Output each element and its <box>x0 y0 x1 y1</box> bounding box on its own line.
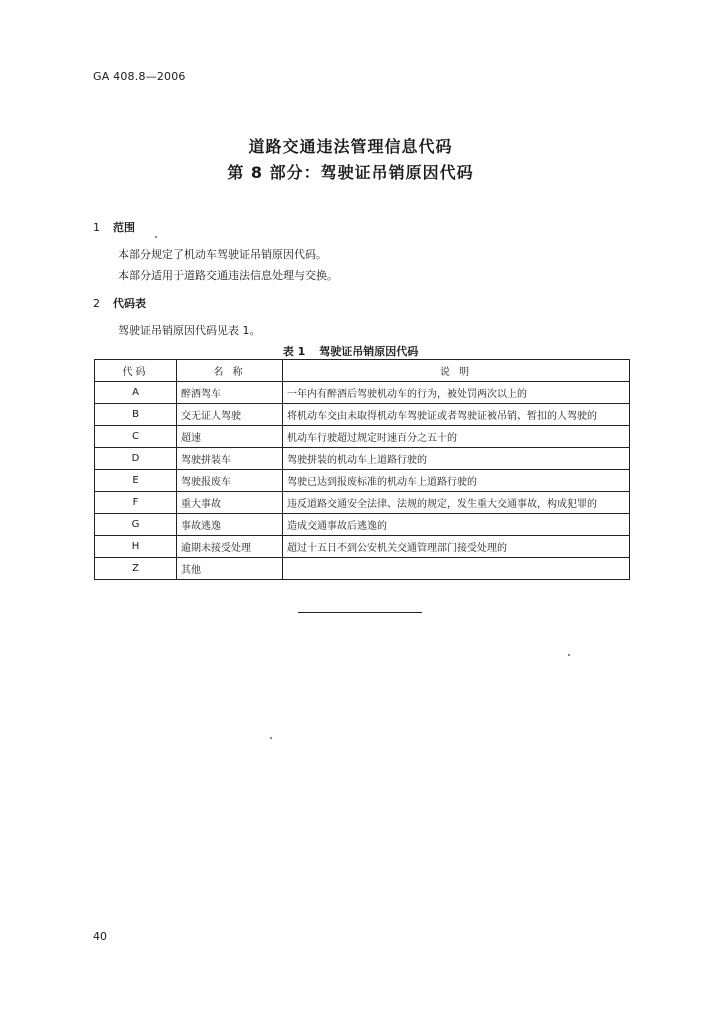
section-title: 范围 <box>113 221 135 234</box>
table-row <box>95 492 630 514</box>
table-caption-title: 驾驶证吊销原因代码 <box>319 345 419 358</box>
paragraph: 本部分规定了机动车驾驶证吊销原因代码。 <box>118 248 327 261</box>
description-cell: 机动车行驶超过规定时速百分之五十的 <box>283 426 630 448</box>
section-title: 代码表 <box>113 297 146 310</box>
code-cell: G <box>95 514 177 536</box>
description-cell: 超过十五日不到公安机关交通管理部门接受处理的 <box>283 536 630 558</box>
code-cell: Z <box>95 558 177 580</box>
code-cell: E <box>95 470 177 492</box>
paragraph: 本部分适用于道路交通违法信息处理与交换。 <box>118 269 338 282</box>
end-rule <box>298 612 422 613</box>
description-cell: 一年内有醉酒后驾驶机动车的行为，被处罚两次以上的 <box>283 382 630 404</box>
table-row <box>95 558 630 580</box>
name-cell: 交无证人驾驶 <box>177 404 283 426</box>
table-row <box>95 470 630 492</box>
section-1-heading <box>93 219 135 235</box>
table-row <box>95 536 630 558</box>
section-2-heading <box>93 295 146 311</box>
section-number: 2 <box>93 297 100 310</box>
code-cell: F <box>95 492 177 514</box>
code-cell: H <box>95 536 177 558</box>
column-header-code: 代码 <box>95 360 177 382</box>
code-cell: D <box>95 448 177 470</box>
code-cell: A <box>95 382 177 404</box>
column-header-name: 名 称 <box>177 360 283 382</box>
name-cell: 超速 <box>177 426 283 448</box>
name-cell: 驾驶报废车 <box>177 470 283 492</box>
description-cell <box>283 558 630 580</box>
section-number: 1 <box>93 221 100 234</box>
name-cell: 其他 <box>177 558 283 580</box>
table-caption <box>0 343 701 359</box>
table-row <box>95 448 630 470</box>
table-row <box>95 382 630 404</box>
description-cell: 驾驶拼装的机动车上道路行驶的 <box>283 448 630 470</box>
table-header-row <box>95 360 630 382</box>
paragraph: 驾驶证吊销原因代码见表 1。 <box>118 324 261 337</box>
table-row <box>95 404 630 426</box>
code-table <box>94 359 630 580</box>
document-subtitle: 第 8 部分：驾驶证吊销原因代码 <box>227 163 474 182</box>
table-row <box>95 426 630 448</box>
column-header-description: 说 明 <box>283 360 630 382</box>
description-cell: 违反道路交通安全法律、法规的规定，发生重大交通事故，构成犯罪的 <box>283 492 630 514</box>
description-cell: 驾驶已达到报废标准的机动车上道路行驶的 <box>283 470 630 492</box>
code-cell: C <box>95 426 177 448</box>
name-cell: 逾期未接受处理 <box>177 536 283 558</box>
page-number: 40 <box>93 930 107 943</box>
name-cell: 重大事故 <box>177 492 283 514</box>
table-row <box>95 514 630 536</box>
scan-speck <box>270 737 272 739</box>
scan-speck <box>568 654 570 656</box>
standard-number: GA 408.8—2006 <box>93 70 186 83</box>
description-cell: 将机动车交由未取得机动车驾驶证或者驾驶证被吊销、暂扣的人驾驶的 <box>283 404 630 426</box>
document-title: 道路交通违法管理信息代码 <box>248 137 453 156</box>
name-cell: 驾驶拼装车 <box>177 448 283 470</box>
scan-speck <box>155 236 157 238</box>
table-caption-label: 表 1 <box>282 345 306 358</box>
description-cell: 造成交通事故后逃逸的 <box>283 514 630 536</box>
name-cell: 事故逃逸 <box>177 514 283 536</box>
code-cell: B <box>95 404 177 426</box>
name-cell: 醉酒驾车 <box>177 382 283 404</box>
